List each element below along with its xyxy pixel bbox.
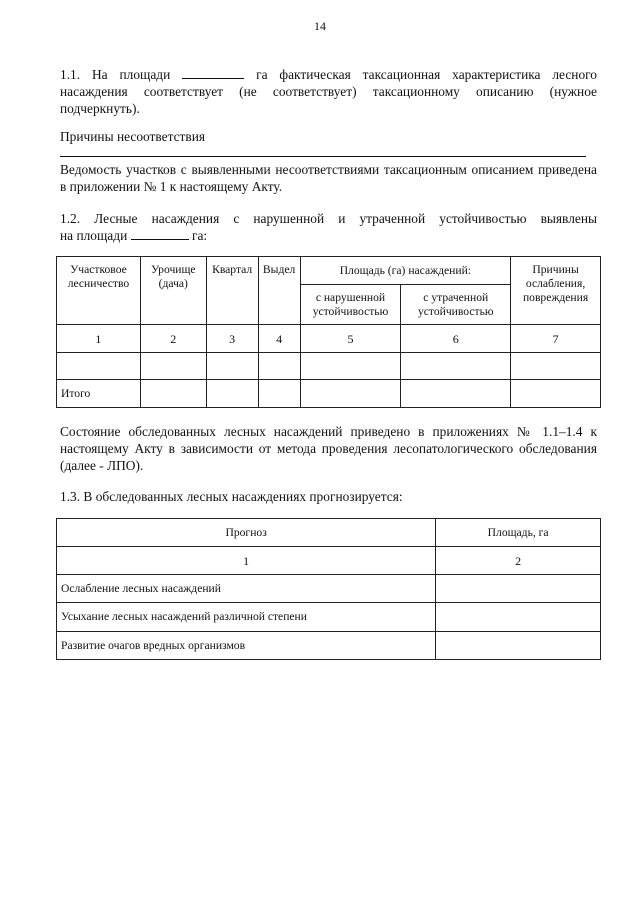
header-forecast-area: Площадь, га (436, 519, 601, 547)
table-cell (436, 575, 601, 603)
header-reasons: Причины ослабления, повреждения (511, 257, 601, 325)
table-cell (300, 353, 401, 380)
table-cell (206, 380, 258, 408)
column-number: 2 (140, 325, 206, 353)
table-cell (140, 353, 206, 380)
column-number: 5 (300, 325, 401, 353)
column-number: 7 (511, 325, 601, 353)
table-cell (511, 380, 601, 408)
header-allotment: Выдел (258, 257, 300, 325)
section-1-2-line-2 (60, 227, 597, 244)
reasons-fill-line (60, 156, 586, 157)
header-tract: Урочище (дача) (140, 257, 206, 325)
area-blank-1-1 (182, 66, 244, 79)
column-number-row (57, 547, 601, 575)
section-1-2-line-2-start: на площади (60, 228, 128, 243)
reasons-label: Причины несоответствия (60, 129, 206, 144)
table-row (57, 575, 601, 603)
section-1-1-text-end: га фактическая таксационная характеристика лесного насаждения соответствует (не соответствует) таксационному описанию (нужное подчеркнуть). (60, 67, 597, 116)
table-row (57, 603, 601, 632)
area-blank-1-2 (131, 227, 189, 240)
column-number: 4 (258, 325, 300, 353)
table-row (57, 632, 601, 660)
section-1-2-line-1: 1.2. Лесные насаждения с нарушенной и утраченной устойчивостью выявлены (60, 211, 597, 226)
column-number: 1 (57, 325, 141, 353)
header-area: Площадь (га) насаждений: (300, 257, 511, 285)
column-number: 6 (401, 325, 511, 353)
table-cell (206, 353, 258, 380)
column-number: 2 (436, 547, 601, 575)
page-number: 14 (314, 19, 326, 33)
table-cell (57, 353, 141, 380)
header-district: Участковое лесничество (57, 257, 141, 325)
table-cell (401, 353, 511, 380)
column-number: 3 (206, 325, 258, 353)
table-cell (401, 380, 511, 408)
table-cell (300, 380, 401, 408)
section-1-3-heading: 1.3. В обследованных лесных насаждениях прогнозируется: (60, 489, 403, 504)
header-forecast: Прогноз (57, 519, 436, 547)
table-cell (258, 353, 300, 380)
total-label: Итого (57, 380, 141, 408)
table-row-total (57, 380, 601, 408)
forecast-item: Ослабление лесных насаждений (57, 575, 436, 603)
condition-paragraph: Состояние обследованных лесных насаждений приведено в приложениях № 1.1–1.4 к настоящему Акту в зависимости от метода проведения лесопатологического обследования (далее - ЛПО). (60, 424, 597, 473)
forecast-item: Развитие очагов вредных организмов (57, 632, 436, 660)
table-cell (140, 380, 206, 408)
damage-table (56, 256, 601, 408)
section-1-1-text-start: 1.1. На площади (60, 67, 171, 82)
header-quarter: Квартал (206, 257, 258, 325)
section-1-1-paragraph (60, 66, 597, 117)
header-lost: с утраченной устойчивостью (401, 285, 511, 325)
table-cell (436, 603, 601, 632)
header-disturbed: с нарушенной устойчивостью (300, 285, 401, 325)
statement-paragraph: Ведомость участков с выявленными несоответствиями таксационным описанием приведена в приложении № 1 к настоящему Акту. (60, 162, 597, 194)
section-1-2-line-2-end: га: (191, 228, 208, 243)
table-row-empty (57, 353, 601, 380)
forecast-table (56, 518, 601, 660)
forecast-item: Усыхание лесных насаждений различной степени (57, 603, 436, 632)
table-cell (511, 353, 601, 380)
column-number-row (57, 325, 601, 353)
column-number: 1 (57, 547, 436, 575)
table-cell (436, 632, 601, 660)
table-cell (258, 380, 300, 408)
